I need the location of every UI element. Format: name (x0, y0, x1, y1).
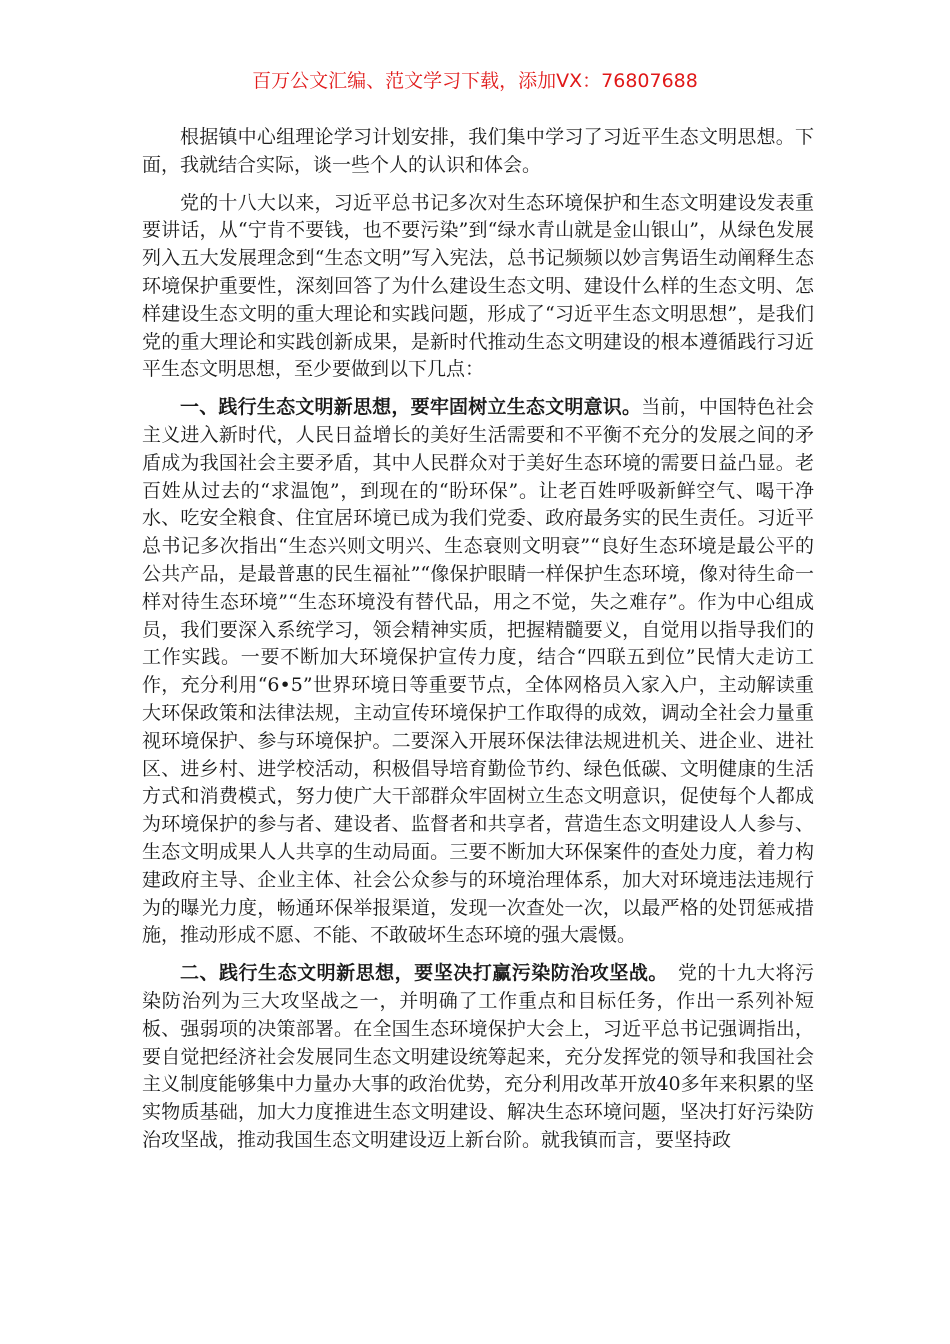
paragraph-heading: 一、践行生态文明新思想，要牢固树立生态文明意识。 (180, 396, 642, 419)
paragraph-intro (142, 124, 814, 180)
paragraph-text: 根据镇中心组理论学习计划安排，我们集中学习了习近平生态文明思想。下面，我就结合实际，谈一些个人的认识和体会。 (142, 126, 814, 176)
paragraph-text: 党的十九大将污染防治列为三大攻坚战之一，并明确了工作重点和目标任务，作出一系列补短板、强弱项的决策部署。在全国生态环境保护大会上，习近平总书记强调指出，要自觉把经济社会发展同生态文明建设统筹起来，充分发挥党的领导和我国社会主义制度能够集中力量办大事的政治优势，充分利用改革开放40多年来积累的坚实物质基础，加大力度推进生态文明建设、解决生态环境问题，坚决打好污染防治攻坚战，推动我国生态文明建设迈上新台阶。就我镇而言，要坚持政 (142, 962, 814, 1151)
paragraph-point-one (142, 394, 814, 950)
paragraph-point-two (142, 960, 814, 1155)
paragraph-background (142, 190, 814, 385)
paragraph-text: 当前，中国特色社会主义进入新时代，人民日益增长的美好生活需要和不平衡不充分的发展之间的矛盾成为我国社会主要矛盾，其中人民群众对于美好生态环境的需要日益凸显。老百姓从过去的“求温饱”，到现在的“盼环保”。让老百姓呼吸新鲜空气、喝干净水、吃安全粮食、住宜居环境已成为我们党委、政府最务实的民生责任。习近平总书记多次指出“生态兴则文明兴、生态衰则文明衰”“良好生态环境是最公平的公共产品，是最普惠的民生福祉”“像保护眼睛一样保护生态环境，像对待生命一样对待生态环境”“生态环境没有替代品，用之不觉，失之难存”。作为中心组成员，我们要深入系统学习，领会精神实质，把握精髓要义，自觉用以指导我们的工作实践。一要不断加大环境保护宣传力度，结合“四联五到位”民情大走访工作，充分利用“6•5”世界环境日等重要节点，全体网格员入家入户，主动解读重大环保政策和法律法规，主动宣传环境保护工作取得的成效，调动全社会力量重视环境保护、参与环境保护。二要深入开展环保法律法规进机关、进企业、进社区、进乡村、进学校活动，积极倡导培育勤俭节约、绿色低碳、文明健康的生活方式和消费模式，努力使广大干部群众牢固树立生态文明意识，促使每个人都成为环境保护的参与者、建设者、监督者和共享者，营造生态文明建设人人参与、生态文明成果人人共享的生动局面。三要不断加大环保案件的查处力度，着力构建政府主导、企业主体、社会公众参与的环境治理体系，加大对环境违法违规行为的曝光力度，畅通环保举报渠道，发现一次查处一次，以最严格的处罚惩戒措施，推动形成不愿、不能、不敢破坏生态环境的强大震慑。 (142, 396, 814, 947)
paragraph-heading: 二、践行生态文明新思想，要坚决打赢污染防治攻坚战。 (180, 962, 659, 985)
document-body (142, 124, 814, 1165)
paragraph-text: 党的十八大以来，习近平总书记多次对生态环境保护和生态文明建设发表重要讲话，从“宁肯不要钱，也不要污染”到“绿水青山就是金山银山”，从绿色发展列入五大发展理念到“生态文明”写入宪法，总书记频频以妙言隽语生动阐释生态环境保护重要性，深刻回答了为什么建设生态文明、建设什么样的生态文明、怎样建设生态文明的重大理论和实践问题，形成了“习近平生态文明思想”，是我们党的重大理论和实践创新成果，是新时代推动生态文明建设的根本遵循践行习近平生态文明思想，至少要做到以下几点： (142, 191, 814, 381)
header-watermark: 百万公文汇编、范文学习下载，添加VX：76807688 (252, 70, 698, 92)
